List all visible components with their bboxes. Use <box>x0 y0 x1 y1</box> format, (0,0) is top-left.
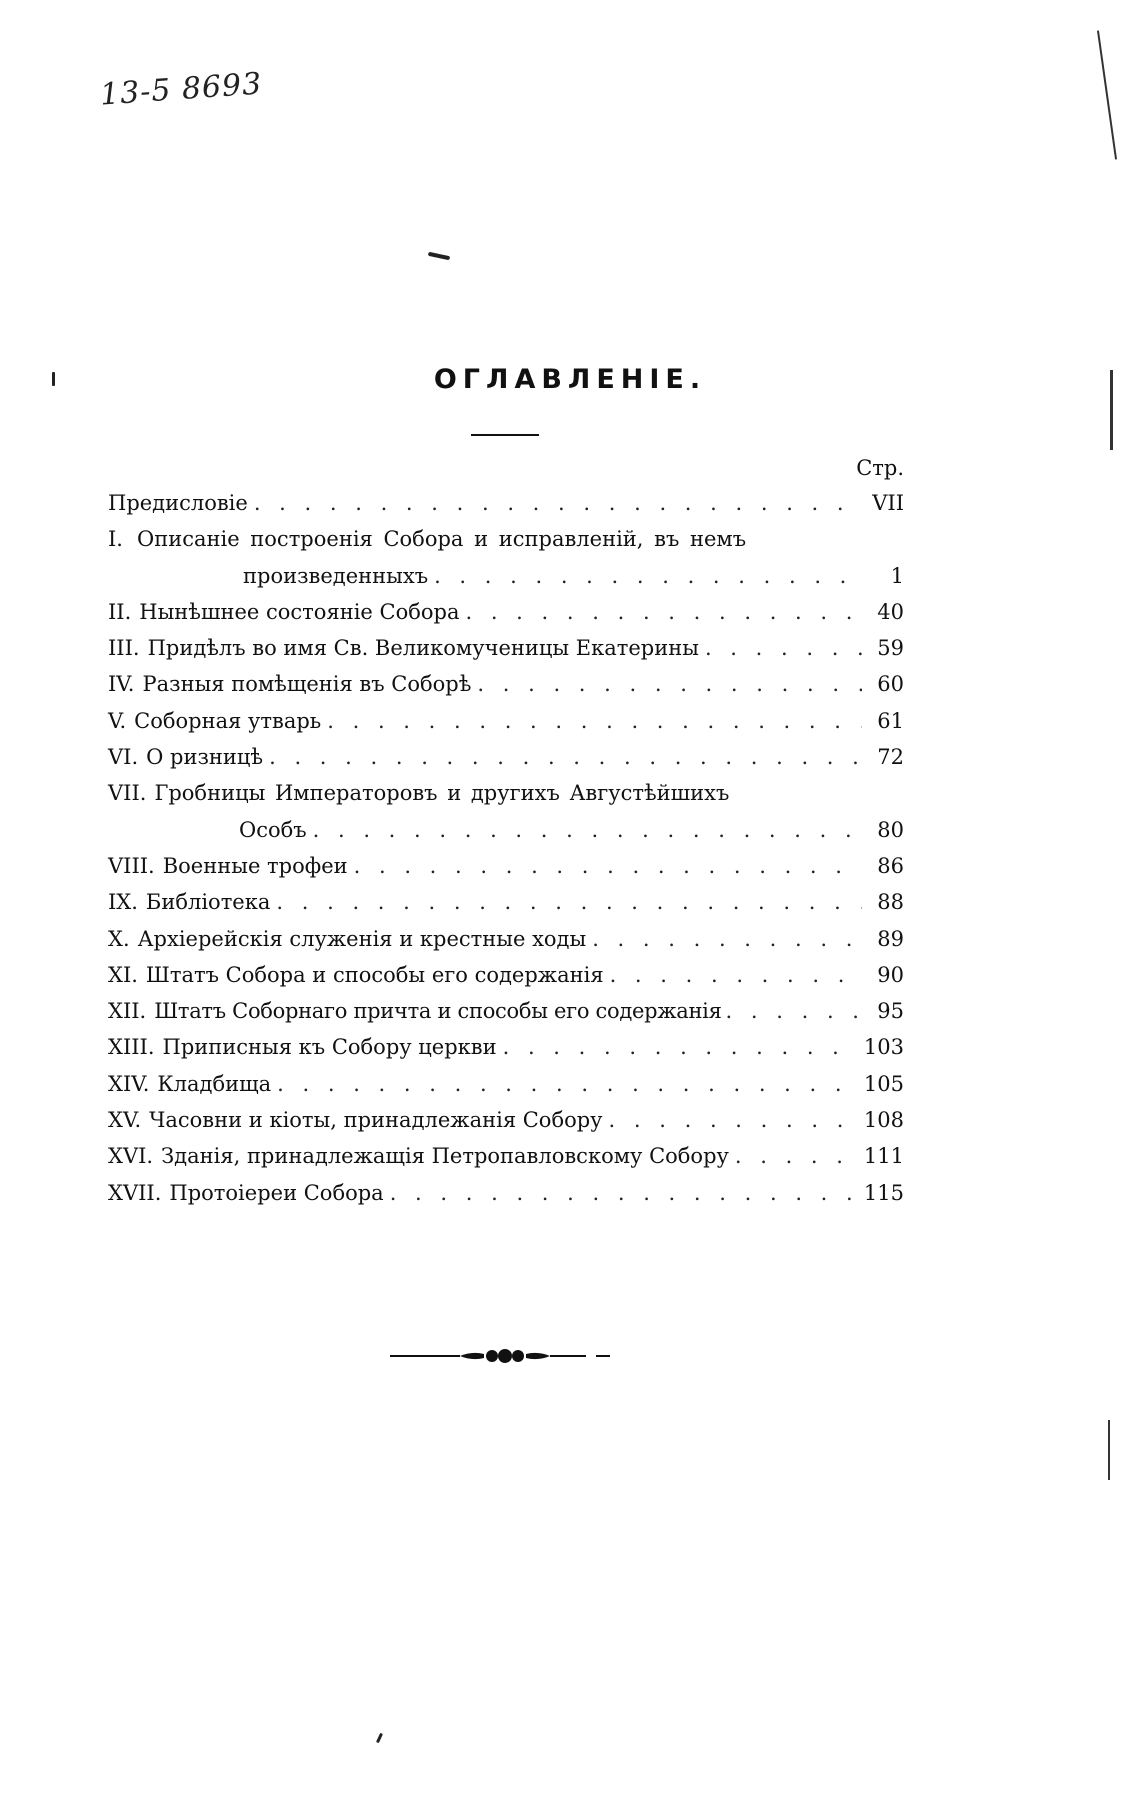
toc-entry-11 <box>108 957 904 993</box>
leader-dots <box>254 485 862 521</box>
page-column-label: Стр. <box>856 456 904 480</box>
toc-entry-3 <box>108 630 904 666</box>
toc-entry-number: IX. <box>108 890 138 915</box>
toc-entry-page: 61 <box>877 708 904 733</box>
toc-entry-2 <box>108 594 904 630</box>
toc-entry-text-continued: Особъ <box>239 817 307 842</box>
toc-entry-page: 111 <box>863 1144 904 1169</box>
toc-entry-text: Соборная утварь <box>134 708 322 733</box>
toc-entry-text: О ризницѣ <box>146 745 264 770</box>
leader-dots <box>277 1066 858 1102</box>
toc-entry-15 <box>108 1102 904 1138</box>
toc-entry-number: X. <box>108 926 130 951</box>
toc-entry-number: XV. <box>108 1108 142 1133</box>
leader-dots <box>609 1102 858 1138</box>
toc-entry-page: 105 <box>863 1071 904 1096</box>
toc-entry-page: 89 <box>877 926 904 951</box>
toc-entry-page: 115 <box>863 1180 904 1205</box>
ornament-dot <box>498 1349 512 1363</box>
toc-entry-text: Нынѣшнее состояніе Собора <box>139 599 460 624</box>
toc-entry-number: I. <box>108 527 123 552</box>
toc-entry-number: III. <box>108 636 140 661</box>
ornament-leaf <box>460 1353 484 1359</box>
toc-entry-page: 95 <box>877 999 904 1024</box>
leader-dots <box>503 1029 858 1065</box>
scan-mark <box>376 1733 383 1743</box>
leader-dots <box>313 812 862 848</box>
toc-entry-number: XIII. <box>108 1035 155 1060</box>
toc-entry-12 <box>108 993 904 1029</box>
leader-dots <box>477 666 862 702</box>
toc-entry-text: Предисловіе <box>108 491 248 515</box>
toc-entry-number: XVII. <box>108 1180 162 1205</box>
toc-entry-number: II. <box>108 599 132 624</box>
toc-entry-10 <box>108 921 904 957</box>
toc-entry-page: 40 <box>877 599 904 624</box>
toc-entry-text: Описаніе построенія Собора и исправленій, въ немъ <box>136 527 747 552</box>
leader-dots <box>705 630 862 666</box>
page-title: ОГЛАВЛЕНІЕ. <box>433 364 707 395</box>
toc-entry-number: V. <box>108 708 127 733</box>
closing-ornament <box>390 1345 620 1367</box>
leader-dots <box>327 703 862 739</box>
toc-entry-text: Штатъ Собора и способы его содержанія <box>145 962 604 987</box>
toc-entry-1 <box>108 521 904 557</box>
toc-entry-page: VII <box>872 491 904 515</box>
toc-entry-8 <box>108 848 904 884</box>
ornament-dot <box>486 1350 498 1362</box>
leader-dots <box>610 957 862 993</box>
table-of-contents <box>108 485 904 1211</box>
toc-entry-page: 59 <box>877 636 904 661</box>
toc-entry-text: Библіотека <box>145 890 271 915</box>
leader-dots <box>465 594 862 630</box>
toc-entry-text: Разныя помѣщенія въ Соборѣ <box>142 672 472 697</box>
leader-dots <box>726 993 864 1029</box>
toc-entry-text: Гробницы Императоровъ и другихъ Августѣйшихъ <box>154 781 730 806</box>
title-rule <box>471 434 539 436</box>
toc-entry-7-continued <box>108 812 904 848</box>
toc-entry-number: VI. <box>108 745 139 770</box>
toc-entry-14 <box>108 1066 904 1102</box>
toc-entry-text: Военные трофеи <box>162 853 348 878</box>
toc-entry-page: 108 <box>863 1108 904 1133</box>
toc-entry-page: 88 <box>877 890 904 915</box>
handwritten-shelfmark: 13-5 8693 <box>98 66 264 113</box>
toc-entry-number: XIV. <box>108 1071 150 1096</box>
toc-entry-number: VII. <box>108 781 147 806</box>
toc-entry-number: IV. <box>108 672 135 697</box>
leader-dots <box>434 558 862 594</box>
toc-entry-text: Приписныя къ Собору церкви <box>162 1035 497 1060</box>
scan-mark <box>428 252 450 260</box>
toc-entry-text: Архіерейскія служенія и крестные ходы <box>137 926 587 951</box>
toc-entry-page: 90 <box>877 962 904 987</box>
toc-entry-number: XI. <box>108 962 138 987</box>
toc-entry-1-continued <box>108 558 904 594</box>
toc-entry-page: 60 <box>877 672 904 697</box>
scan-edge-mark <box>1108 1420 1110 1480</box>
leader-dots <box>269 739 862 775</box>
toc-entry-17 <box>108 1175 904 1211</box>
toc-entry-text: Зданія, принадлежащія Петропавловскому Собору <box>161 1144 729 1169</box>
toc-entry-number: XII. <box>108 999 147 1024</box>
toc-entry-page: 1 <box>890 563 904 588</box>
toc-entry-text: Часовни и кіоты, принадлежанія Собору <box>149 1108 603 1133</box>
toc-entry-preface <box>108 485 904 521</box>
toc-entry-6 <box>108 739 904 775</box>
toc-entry-text: Кладбища <box>157 1071 272 1096</box>
ornament-dot <box>512 1350 524 1362</box>
toc-entry-16 <box>108 1138 904 1174</box>
toc-entry-text: Штатъ Соборнаго причта и способы его содержанія <box>154 999 722 1024</box>
toc-entry-13 <box>108 1029 904 1065</box>
leader-dots <box>390 1175 858 1211</box>
toc-entry-text: Протоіереи Собора <box>169 1180 384 1205</box>
toc-entry-7 <box>108 775 904 811</box>
toc-entry-5 <box>108 703 904 739</box>
leader-dots <box>735 1138 858 1174</box>
toc-entry-page: 103 <box>863 1035 904 1060</box>
toc-entry-number: VIII. <box>108 853 155 878</box>
toc-entry-page: 80 <box>877 817 904 842</box>
toc-entry-page: 72 <box>877 745 904 770</box>
toc-entry-number: XVI. <box>108 1144 154 1169</box>
toc-entry-text: Придѣлъ во имя Св. Великомученицы Екатерины <box>147 636 699 661</box>
leader-dots <box>276 884 862 920</box>
toc-entry-text-continued: произведенныхъ <box>243 563 429 588</box>
ornament-leaf <box>526 1353 550 1359</box>
toc-entry-9 <box>108 884 904 920</box>
toc-entry-4 <box>108 666 904 702</box>
toc-entry-page: 86 <box>877 853 904 878</box>
scan-edge-mark <box>1097 30 1117 159</box>
leader-dots <box>354 848 862 884</box>
leader-dots <box>592 921 862 957</box>
